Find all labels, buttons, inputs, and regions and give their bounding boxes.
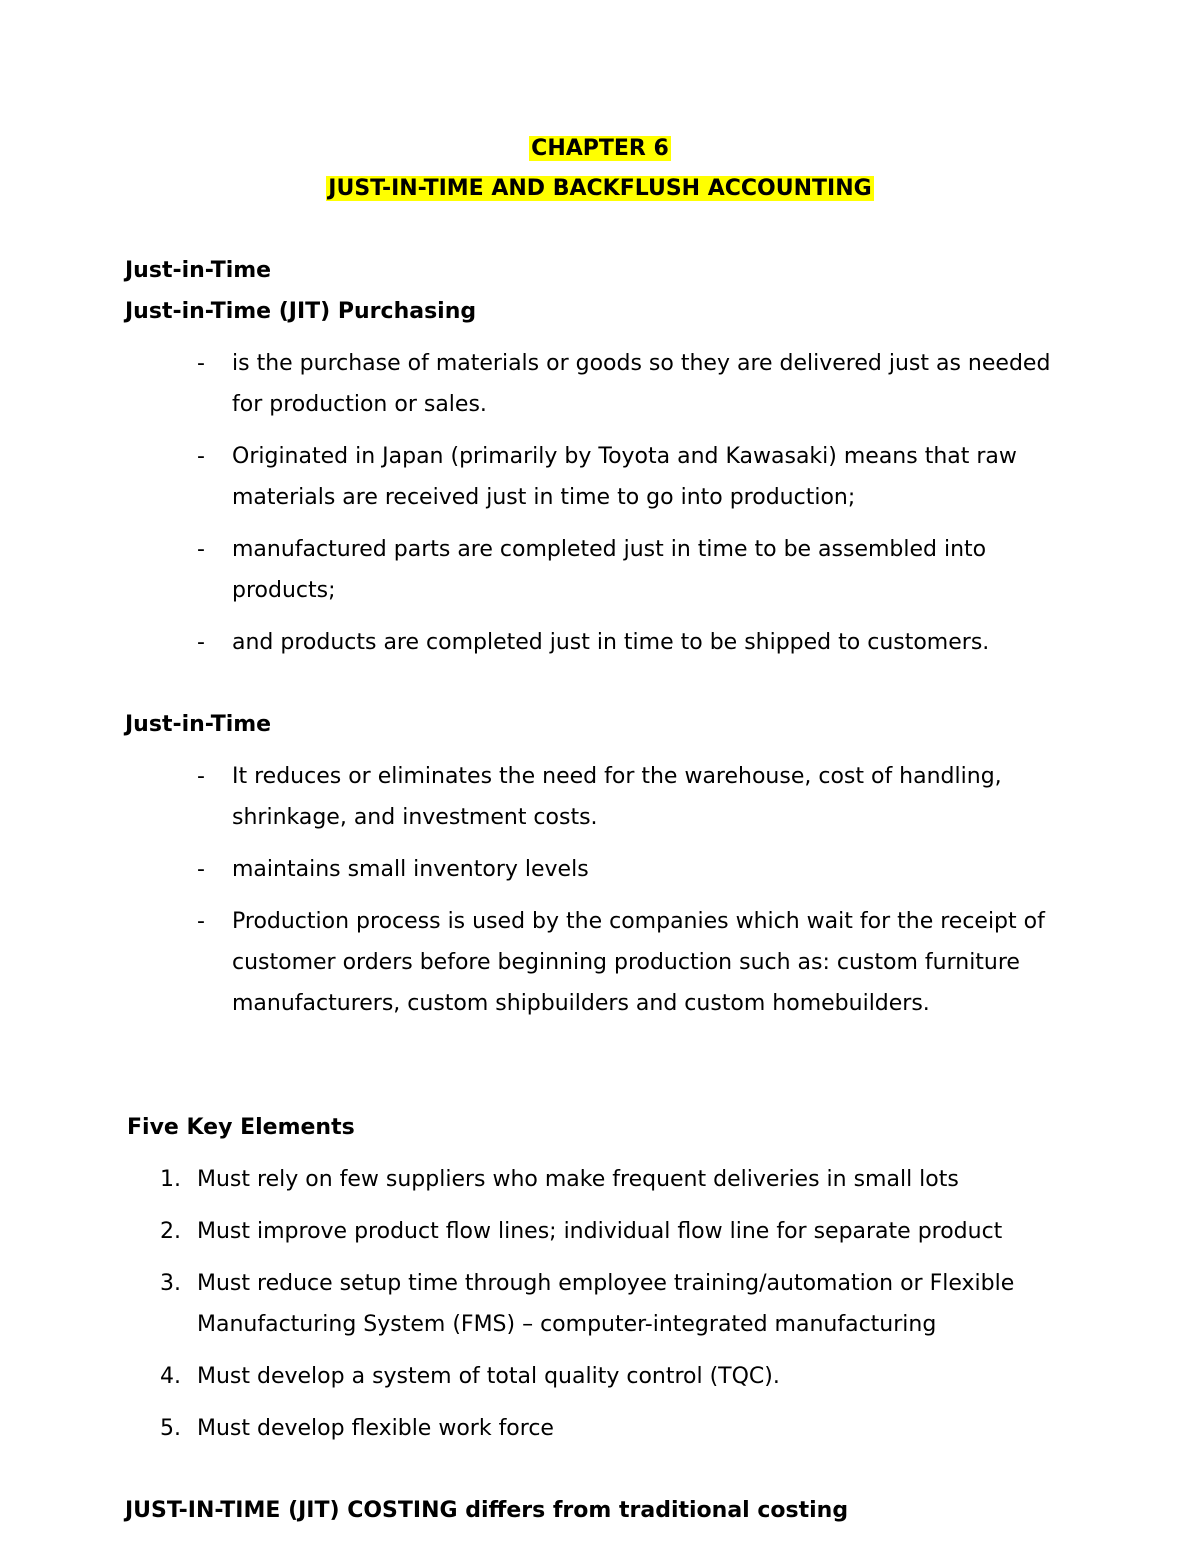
list-item-number: 4.	[160, 1364, 181, 1389]
list-item	[0, 436, 1200, 518]
chapter-subtitle-text: JUST-IN-TIME AND BACKFLUSH ACCOUNTING	[328, 176, 872, 201]
list-item-text: maintains small inventory levels	[232, 857, 589, 882]
chapter-title	[0, 128, 1200, 169]
section-heading-jit-2: Just-in-Time	[125, 712, 272, 737]
list-item-text: Production process is used by the companies which wait for the receipt of customer orders before beginning production such as: custom furniture manufacturers, custom shipbuilders and custom homebuilders.	[232, 909, 1045, 1016]
list-item	[0, 1263, 1200, 1345]
list-item-text: Originated in Japan (primarily by Toyota and Kawasaki) means that raw materials are received just in time to go into production;	[232, 444, 1017, 510]
list-item-number: 5.	[160, 1416, 181, 1441]
list-item	[0, 622, 1200, 663]
list-item	[0, 1408, 1200, 1449]
list-item-text: Must improve product flow lines; individual flow line for separate product	[197, 1219, 1003, 1244]
list-item-number: 3.	[160, 1271, 181, 1296]
list-item-text: Must develop flexible work force	[197, 1416, 554, 1441]
bullet-dash: -	[197, 764, 205, 789]
chapter-subtitle	[0, 168, 1200, 209]
list-item-text: and products are completed just in time to be shipped to customers.	[232, 630, 990, 655]
list-item-text: Must develop a system of total quality control (TQC).	[197, 1364, 780, 1389]
list-item-text: Must rely on few suppliers who make frequent deliveries in small lots	[197, 1167, 959, 1192]
list-item-text: is the purchase of materials or goods so they are delivered just as needed for production or sales.	[232, 351, 1051, 417]
bullet-list-jit-benefits	[0, 756, 1200, 1035]
bullet-dash: -	[197, 444, 205, 469]
section-heading-jit: Just-in-Time	[125, 258, 272, 283]
list-item	[0, 1356, 1200, 1397]
bullet-dash: -	[197, 630, 205, 655]
list-item	[0, 901, 1200, 1024]
bullet-dash: -	[197, 351, 205, 376]
bullet-dash: -	[197, 537, 205, 562]
list-item-number: 2.	[160, 1219, 181, 1244]
list-item-text: Must reduce setup time through employee training/automation or Flexible Manufacturing System (FMS) – computer-integrated manufacturing	[197, 1271, 1015, 1337]
numbered-list-key-elements	[0, 1159, 1200, 1460]
list-item-number: 1.	[160, 1167, 181, 1192]
section-subheading-jit-purchasing: Just-in-Time (JIT) Purchasing	[125, 299, 477, 324]
chapter-title-text: CHAPTER 6	[531, 136, 669, 161]
list-item	[0, 849, 1200, 890]
list-item	[0, 1211, 1200, 1252]
bullet-dash: -	[197, 857, 205, 882]
bullet-dash: -	[197, 909, 205, 934]
section-heading-five-key-elements: Five Key Elements	[127, 1115, 355, 1140]
list-item-text: It reduces or eliminates the need for the warehouse, cost of handling, shrinkage, and investment costs.	[232, 764, 1002, 830]
list-item	[0, 756, 1200, 838]
list-item-text: manufactured parts are completed just in time to be assembled into products;	[232, 537, 987, 603]
bullet-list-jit-purchasing	[0, 343, 1200, 674]
list-item	[0, 1159, 1200, 1200]
section-heading-jit-costing: JUST-IN-TIME (JIT) COSTING differs from traditional costing	[125, 1498, 849, 1523]
list-item	[0, 529, 1200, 611]
list-item	[0, 343, 1200, 425]
